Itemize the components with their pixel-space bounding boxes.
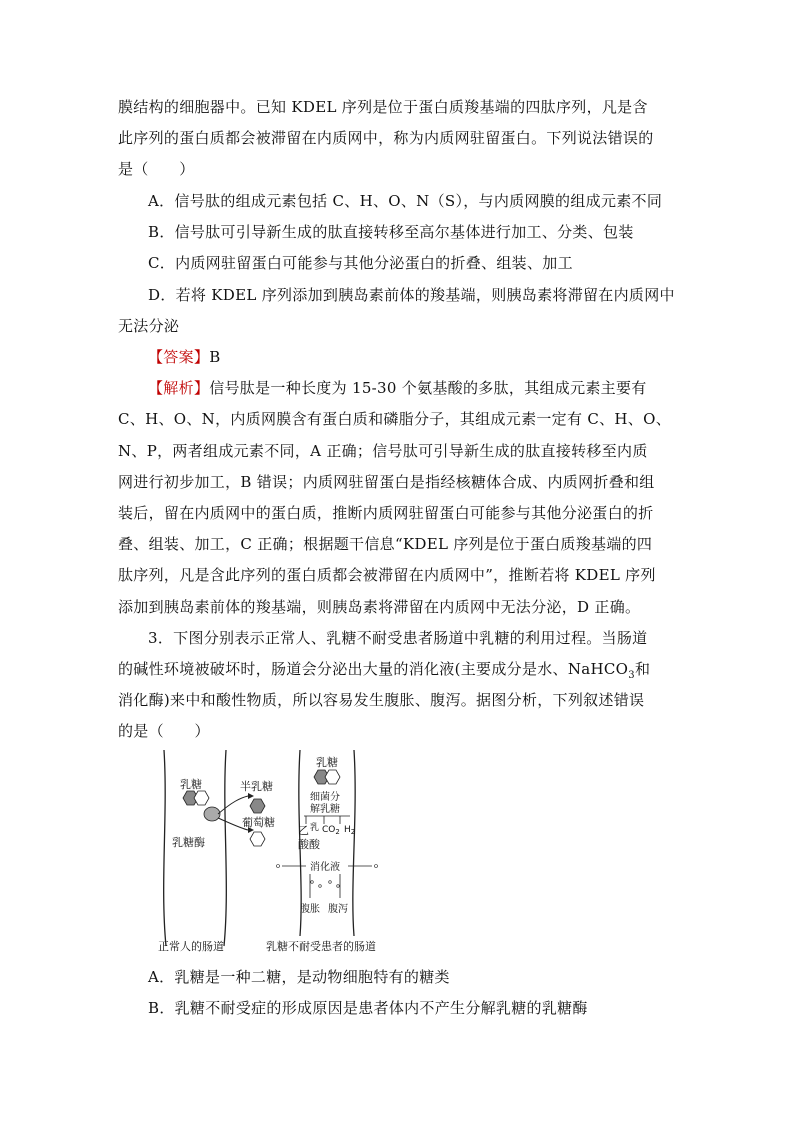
lactose-intestine-diagram: [150, 744, 410, 960]
dot-icon: [311, 881, 314, 884]
lactic-acid-label: 乳: [310, 823, 320, 833]
arrow-up-icon: [218, 796, 248, 814]
dot-icon: [337, 885, 340, 888]
option-c: C．内质网驻留蛋白可能参与其他分泌蛋白的折叠、组装、加工: [148, 254, 573, 272]
answer-line: [148, 346, 221, 368]
stem-line: 是（ ）: [118, 160, 195, 178]
arrowhead-icon: [248, 793, 254, 799]
analysis-line: 肽序列，凡是含此序列的蛋白质都会被滞留在内质网中”，推断若将 KDEL 序列: [118, 566, 656, 584]
option-b: B．信号肽可引导新生成的肽直接转移至高尔基体进行加工、分类、包装: [148, 223, 634, 241]
option-b: B．乳糖不耐受症的形成原因是患者体内不产生分解乳糖的乳糖酶: [148, 999, 588, 1017]
analysis-line: 装后，留在内质网中的蛋白质，推断内质网驻留蛋白可能参与其他分泌蛋白的折: [118, 504, 654, 522]
answer-tag: 【答案】: [148, 348, 210, 366]
option-a: A．乳糖是一种二糖，是动物细胞特有的糖类: [148, 968, 450, 986]
answer-value: B: [209, 348, 221, 366]
stem-line: 3．下图分别表示正常人、乳糖不耐受患者肠道中乳糖的利用过程。当肠道: [148, 629, 648, 647]
glucose-hexagon-icon: [325, 770, 340, 784]
stem-text: 的碱性环境被破坏时，肠道会分泌出大量的消化液(主要成分是水、NaHCO: [118, 660, 629, 678]
galactose-hexagon-icon: [250, 799, 265, 813]
bloating-label: 腹胀: [300, 904, 320, 915]
stem-line: [118, 658, 650, 687]
stem-line: 的是（ ）: [118, 722, 210, 740]
right-caption: 乳糖不耐受患者的肠道: [266, 940, 376, 953]
co2-label: $CO_2$: [322, 825, 340, 836]
h2-label: $H_2$: [344, 825, 356, 836]
dot-icon: [329, 881, 332, 884]
subscript: 3: [628, 670, 635, 681]
analysis-line: [148, 377, 647, 399]
lactic-acid-label: 酸酸: [298, 838, 320, 851]
intestine-wall-right: [353, 750, 355, 936]
dot-icon: [277, 865, 280, 868]
analysis-line: N、P，两者组成元素不同，A 正确；信号肽可引导新生成的肽直接转移至内质: [118, 442, 648, 460]
right-lactose-label: 乳糖: [316, 756, 338, 769]
option-a: A．信号肽的组成元素包括 C、H、O、N（S），与内质网膜的组成元素不同: [148, 192, 663, 210]
stem-line: 此序列的蛋白质都会被滞留在内质网中，称为内质网驻留蛋白。下列说法错误的: [118, 129, 654, 147]
stem-line: 膜结构的细胞器中。已知 KDEL 序列是位于蛋白质羧基端的四肽序列，凡是含: [118, 98, 648, 116]
option-d-continued: 无法分泌: [118, 317, 180, 335]
bacteria-label: 细菌分: [310, 792, 340, 803]
bacteria-label: 解乳糖: [310, 804, 340, 815]
stem-text: 和: [634, 660, 651, 678]
dot-icon: [375, 865, 378, 868]
dot-icon: [319, 885, 322, 888]
diarrhea-label: 腹泻: [328, 904, 348, 915]
analysis-text: 信号肽是一种长度为 15-30 个氨基酸的多肽，其组成元素主要有: [209, 379, 647, 397]
intestine-wall-left: [164, 750, 166, 946]
digestive-fluid-label: 消化液: [310, 862, 340, 873]
analysis-line: 网进行初步加工，B 错误；内质网驻留蛋白是指经核糖体合成、内质网折叠和组: [118, 473, 655, 491]
left-caption: 正常人的肠道: [158, 940, 224, 953]
left-galactose-label: 半乳糖: [240, 780, 273, 793]
left-glucose-label: 葡萄糖: [242, 816, 275, 829]
lactic-acid-label: 乙: [298, 824, 309, 837]
stem-line: 消化酶)来中和酸性物质，所以容易发生腹胀、腹泻。据图分析，下列叙述错误: [118, 691, 645, 709]
intestine-wall-left: [224, 750, 226, 946]
analysis-line: 叠、组装、加工，C 正确；根据题干信息“KDEL 序列是位于蛋白质羧基端的四: [118, 535, 653, 553]
analysis-tag: 【解析】: [148, 379, 210, 397]
analysis-line: 添加到胰岛素前体的羧基端，则胰岛素将滞留在内质网中无法分泌，D 正确。: [118, 598, 641, 616]
left-lactase-label: 乳糖酶: [172, 836, 205, 849]
left-lactose-label: 乳糖: [180, 778, 202, 791]
glucose-hexagon-icon: [194, 791, 209, 805]
analysis-line: C、H、O、N，内质网膜含有蛋白质和磷脂分子，其组成元素一定有 C、H、O、: [118, 410, 672, 428]
option-d: D．若将 KDEL 序列添加到胰岛素前体的羧基端，则胰岛素将滞留在内质网中: [148, 286, 675, 304]
lactase-enzyme-icon: [204, 807, 220, 821]
glucose-hexagon-icon: [250, 832, 265, 846]
